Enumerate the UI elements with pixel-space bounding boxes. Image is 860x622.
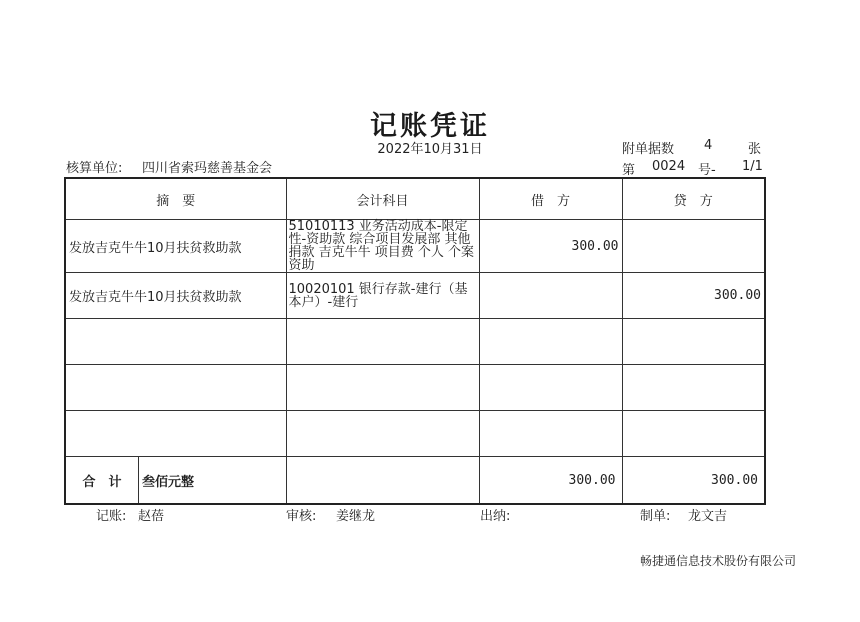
table-row (65, 365, 765, 411)
entry-debit (479, 365, 622, 411)
voucher-no-suffix: 号- (698, 163, 716, 178)
attachment-label: 附单据数 (622, 142, 675, 157)
entry-credit (622, 220, 765, 273)
entry-debit (479, 319, 622, 365)
entry-account: 10020101 银行存款-建行（基本户）-建行 (286, 273, 479, 319)
reviewer-label: 审核: (286, 509, 317, 524)
voucher-page: 1/1 (742, 159, 763, 174)
bookkeeper-label: 记账: (96, 509, 127, 524)
total-cell (65, 457, 286, 505)
entry-summary: 发放吉克牛牛10月扶贫救助款 (65, 220, 286, 273)
entry-credit (622, 411, 765, 457)
entry-debit (479, 273, 622, 319)
header-row (65, 178, 765, 220)
entry-summary (65, 319, 286, 365)
total-amount-in-words: 叁佰元整 (142, 474, 195, 490)
table-row (65, 411, 765, 457)
entity-name: 四川省索玛慈善基金会 (142, 161, 273, 176)
entry-summary: 发放吉克牛牛10月扶贫救助款 (65, 273, 286, 319)
entry-credit: 300.00 (622, 273, 765, 319)
reviewer-name: 姜继龙 (336, 509, 376, 524)
attachment-unit: 张 (748, 142, 762, 157)
entry-summary (65, 365, 286, 411)
table-row (65, 220, 765, 273)
entry-credit (622, 319, 765, 365)
entry-debit (479, 411, 622, 457)
table-row (65, 319, 765, 365)
total-row (65, 457, 765, 505)
col-credit-header: 贷 方 (622, 178, 765, 220)
table-row (65, 273, 765, 319)
voucher-table (64, 177, 766, 505)
entry-account (286, 411, 479, 457)
voucher-no-prefix: 第 (622, 163, 636, 178)
entry-credit (622, 365, 765, 411)
total-label: 合 计 (82, 474, 122, 490)
preparer-name: 龙文吉 (688, 509, 728, 524)
entry-account (286, 365, 479, 411)
entry-account (286, 319, 479, 365)
entity-label: 核算单位: (66, 161, 123, 176)
col-summary-header: 摘 要 (65, 178, 286, 220)
voucher-number: 0024 (652, 159, 686, 174)
bookkeeper-name: 赵蓓 (138, 509, 165, 524)
preparer-label: 制单: (640, 509, 671, 524)
attachment-count: 4 (704, 138, 713, 153)
col-debit-header: 借 方 (479, 178, 622, 220)
total-account-blank (286, 457, 479, 505)
total-credit: 300.00 (622, 457, 765, 505)
entry-account: 51010113 业务活动成本-限定性-资助款 综合项目发展部 其他捐款 吉克牛牛 项目费 个人 个案资助 (286, 220, 479, 273)
entry-debit: 300.00 (479, 220, 622, 273)
software-company: 畅捷通信息技术股份有限公司 (639, 554, 796, 568)
total-debit: 300.00 (479, 457, 622, 505)
voucher-title: 记账凭证 (370, 111, 490, 142)
voucher-date: 2022年10月31日 (377, 142, 483, 157)
entry-summary (65, 411, 286, 457)
col-account-header: 会计科目 (286, 178, 479, 220)
cashier-label: 出纳: (480, 509, 511, 524)
